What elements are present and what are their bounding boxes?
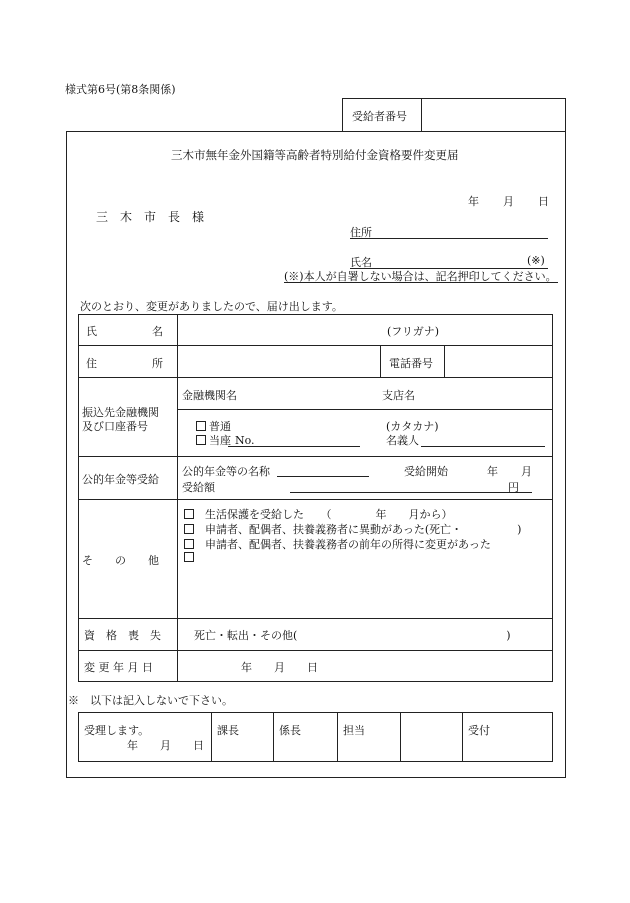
phone-divider (444, 345, 445, 377)
seal-note: (※)本人が自署しない場合は、記名押印してください。 (284, 270, 557, 283)
yen-label: 円 (508, 481, 519, 494)
branch-name-label: 支店名 (382, 389, 415, 402)
other-item: 生活保護を受給した （ 年 月から） (184, 506, 453, 522)
address-underline (350, 238, 548, 239)
reception-label: 受付 (468, 724, 490, 737)
other-label: そ の 他 (82, 554, 159, 567)
phone-label: 電話番号 (389, 357, 433, 370)
in-charge-label: 担当 (343, 724, 365, 737)
form-title: 三木市無年金外国籍等高齢者特別給付金資格要件変更届 (171, 148, 459, 162)
pension-name-label: 公的年金等の名称 (182, 465, 270, 478)
row-divider (78, 499, 553, 500)
date-month: 月 (503, 195, 514, 208)
account-number-underline (228, 446, 360, 447)
furigana-label: (フリガナ) (387, 325, 440, 338)
bank-label-1: 振込先金融機関 (82, 406, 159, 419)
other-checkbox[interactable] (184, 552, 194, 562)
date-day: 日 (538, 195, 549, 208)
row-divider (78, 345, 553, 346)
seal-note-underline (284, 282, 558, 283)
account-current: 当座 No. (196, 432, 255, 448)
row-divider (177, 409, 553, 410)
loss-content: 死亡・転出・その他( ) (194, 629, 511, 642)
office-divider (462, 712, 463, 762)
amount-label: 受給額 (182, 481, 215, 494)
label-column-divider (177, 314, 178, 682)
pension-name-underline (277, 476, 369, 477)
loss-label: 資 格 喪 失 (84, 629, 161, 642)
row-divider (78, 650, 553, 651)
other-item: 申請者、配偶者、扶養義務者に異動があった(死亡・ ) (184, 521, 521, 537)
account-ordinary: 普通 (196, 418, 231, 434)
pension-month: 月 (521, 465, 532, 478)
row-address-label: 住 所 (86, 357, 163, 370)
katakana-label: (カタカナ) (386, 420, 439, 433)
intro-text: 次のとおり、変更がありましたので、届け出します。 (80, 300, 343, 313)
amount-underline (290, 492, 532, 493)
office-divider (211, 712, 212, 762)
date-year: 年 (468, 195, 479, 208)
addressee: 三 木 市 長 様 (96, 210, 205, 224)
bank-label-2: 及び口座番号 (82, 420, 148, 433)
frame-top (66, 131, 342, 132)
section-chief-label: 課長 (217, 724, 239, 737)
bank-name-label: 金融機関名 (182, 389, 237, 402)
applicant-address-label: 住所 (350, 226, 372, 239)
phone-divider (380, 345, 381, 377)
applicant-name-label: 氏名 (350, 256, 372, 269)
current-checkbox[interactable] (196, 435, 206, 445)
other-checkbox[interactable] (184, 524, 194, 534)
other-checkbox[interactable] (184, 539, 194, 549)
row-divider (78, 456, 553, 457)
row-name-label: 氏 名 (86, 325, 163, 338)
form-number: 様式第6号(第8条関係) (65, 83, 176, 96)
chief-label: 係長 (279, 724, 301, 737)
office-note: ※ 以下は記入しないで下さい。 (68, 694, 233, 707)
change-date-label: 変 更 年 月 日 (84, 661, 153, 674)
ordinary-checkbox[interactable] (196, 421, 206, 431)
other-checkbox[interactable] (184, 509, 194, 519)
row-divider (78, 377, 553, 378)
seal-mark: (※) (527, 254, 545, 267)
recipient-number-label: 受給者番号 (352, 110, 407, 123)
holder-underline (421, 446, 545, 447)
office-divider (273, 712, 274, 762)
pension-year: 年 (487, 465, 498, 478)
pension-start-label: 受給開始 (404, 465, 448, 478)
received-label: 受理します。 (84, 724, 150, 737)
office-divider (337, 712, 338, 762)
pension-label: 公的年金等受給 (82, 473, 159, 486)
holder-label: 名義人 (386, 434, 419, 447)
row-divider (78, 618, 553, 619)
other-item: 申請者、配偶者、扶養義務者の前年の所得に変更があった (184, 536, 491, 552)
divider (421, 98, 422, 132)
received-date: 年 月 日 (127, 739, 204, 752)
office-divider (400, 712, 401, 762)
other-item (184, 551, 205, 564)
change-date-content: 年 月 日 (241, 661, 318, 674)
